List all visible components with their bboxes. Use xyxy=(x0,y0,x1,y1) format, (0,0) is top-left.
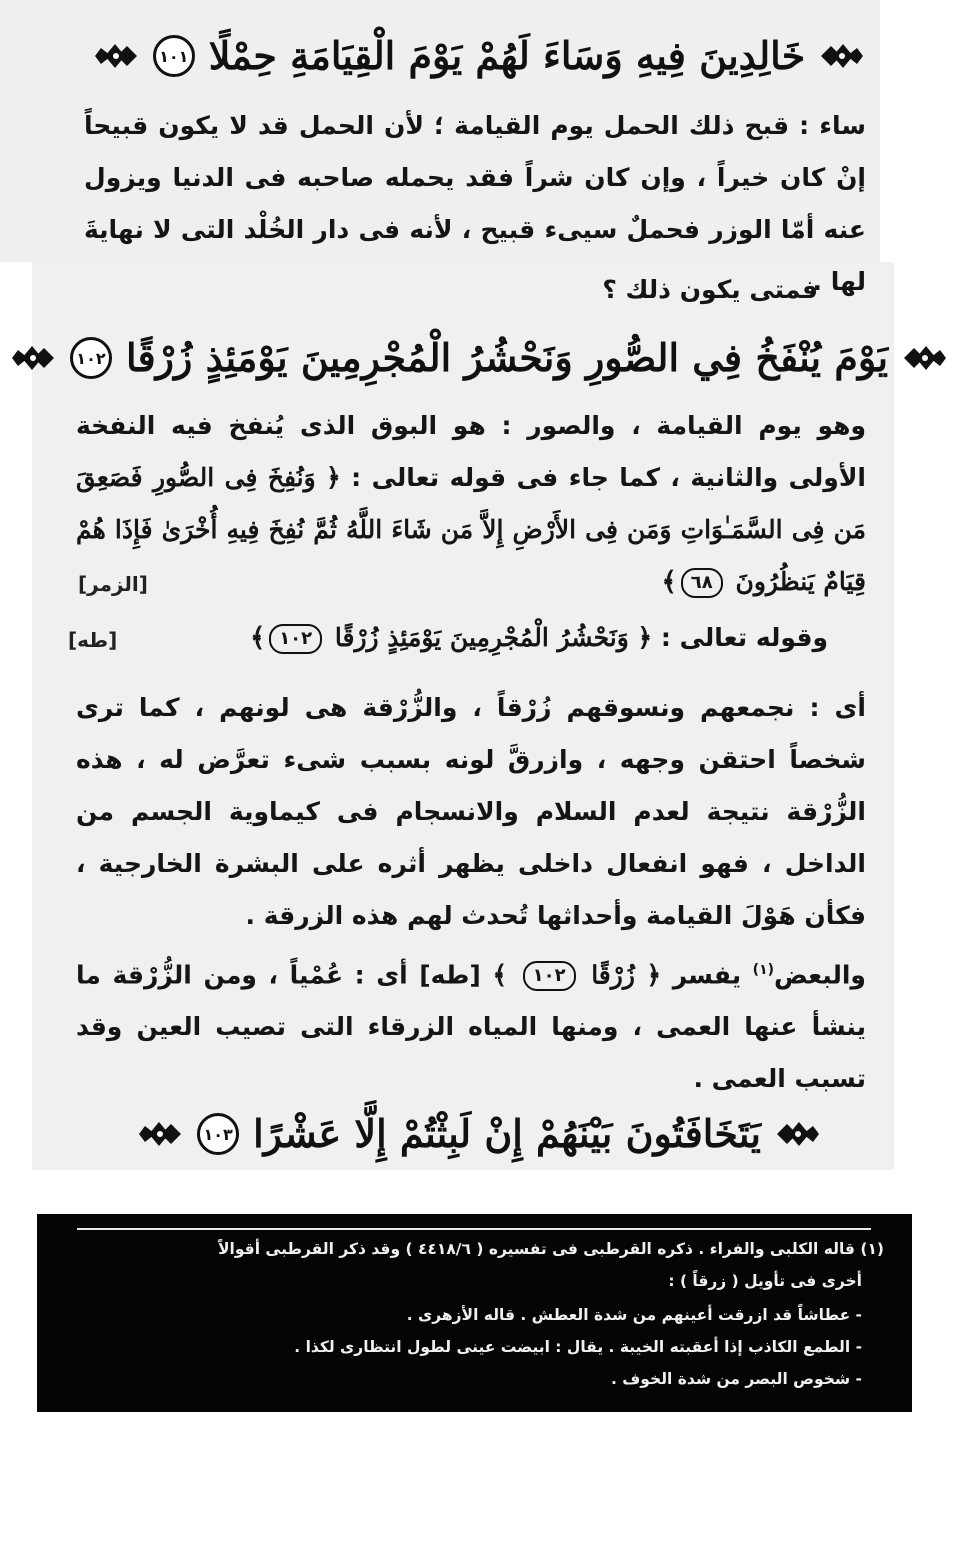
ornament-left-icon xyxy=(137,1114,183,1154)
quran-quote-zurqa: ﴿ زُرْقًا xyxy=(591,960,662,990)
source-surah-taha: [طه] xyxy=(68,628,118,652)
ayah-text: يَوْمَ يُنْفَخُ فِي الصُّورِ وَنَحْشُرُ الْمُجْرِمِينَ يَوْمَئِذٍ زُرْقًا xyxy=(125,335,889,380)
paragraph-sur-explanation xyxy=(76,400,866,608)
paragraph-taha-quote xyxy=(250,612,828,664)
quran-quote-taha: ﴿ وَنَحْشُرُ الْمُجْرِمِينَ يَوْمَئِذٍ زُرْقًا xyxy=(334,623,653,652)
paragraph-saa-explanation: ساء : قبح ذلك الحمل يوم القيامة ؛ لأن الحمل قد لا يكون قبيحاً إنْ كان خيراً ، وإن كان شراً فقد يحمله صاحبه فى الدنيا ويزول عنه أمّا الوزر فحملٌ سيىء قبيح ، لأنه فى دار الخُلْد التى لا نهايةَ لها . xyxy=(84,111,866,296)
ornament-right-icon xyxy=(902,338,948,378)
paragraph-text: والبعض xyxy=(774,960,866,990)
verse-number-pill: ١٠٢ xyxy=(523,961,576,991)
ayah-banner-103 xyxy=(0,1098,958,1170)
source-surah-zumar: [الزمر] xyxy=(78,572,148,596)
ayah-text: يَتَخَافَتُونَ بَيْنَهُمْ إِنْ لَبِثْتُمْ إِلَّا عَشْرًا xyxy=(253,1111,761,1156)
paragraph-question: فمتى يكون ذلك ؟ xyxy=(602,275,818,304)
ayah-number-badge: ١٠٢ xyxy=(70,337,112,379)
ayah-text: خَالِدِينَ فِيهِ وَسَاءَ لَهُمْ يَوْمَ الْقِيَامَةِ حِمْلًا xyxy=(208,33,806,78)
ornament-left-icon xyxy=(10,338,56,378)
quran-quote-zumar: ﴿ وَنُفِخَ فِى الصُّورِ فَصَعِقَ مَن فِى السَّمَـٰوَاتِ وَمَن فِى الأَرْضِ إِلاَّ مَن شَاءَ اللَّهُ ثُمَّ نُفِخَ فِيهِ أُخْرَىٰ فَإِذَا هُمْ قِيَامٌ يَنظُرُونَ xyxy=(76,463,866,596)
paragraph-text: وهو يوم القيامة ، والصور : هو البوق الذى يُنفخ فيه النفخة الأولى والثانية ، كما جاء فى قوله تعالى : xyxy=(76,411,867,492)
ayah-banner-101 xyxy=(0,20,958,92)
footnote-divider xyxy=(77,1228,871,1230)
footnote-line: - عطاشاً قد ازرقت أعينهم من شدة العطش . قاله الأزهرى . xyxy=(406,1306,862,1324)
paragraph-alternative-interpretation xyxy=(76,944,866,1105)
ayah-number-badge: ١٠٣ xyxy=(197,1113,239,1155)
ornament-right-icon xyxy=(819,36,865,76)
verse-number-pill: ٦٨ xyxy=(681,568,723,598)
paragraph-text: يفسر xyxy=(672,960,742,990)
footnote-line: - الطمع الكاذب إذا أعقبته الخيبة . يقال : ابيضت عينى لطول انتظارى لكذا . xyxy=(294,1338,862,1356)
ornament-right-icon xyxy=(775,1114,821,1154)
paragraph-zurqa-explanation: أى : نجمعهم ونسوقهم زُرْقاً ، والزُّرْقة هى لونهم ، كما ترى شخصاً احتقن وجهه ، وازرقَّ لونه بسبب شىء تعرَّض له ، هذه الزُّرْقة نتيجة لعدم السلام والانسجام فى كيماوية الجسم من الداخل ، فهو انفعال داخلى يظهر أثره على البشرة الخارجية ، فكأن هَوْلَ القيامة وأحداثها تُحدث لهم هذه الزرقة . xyxy=(76,693,866,930)
verse-number-pill: ١٠٢ xyxy=(269,624,322,654)
footnote-line: - شخوص البصر من شدة الخوف . xyxy=(611,1370,862,1388)
footnote-line: أخرى فى تأويل ( زرقاً ) : xyxy=(668,1272,862,1290)
paragraph-text: ﴾ [طه] أى : عُمْياً ، ومن الزُّرْقة ما ينشأ عنها العمى ، ومنها المياه الزرقاء التى تصيب العين وقد تسبب العمى . xyxy=(76,960,866,1094)
paragraph-text: وقوله تعالى : xyxy=(660,623,828,652)
footnote-line: (١) قاله الكلبى والفراء . ذكره القرطبى فى تفسيره ( ٤٤١٨/٦ ) وقد ذكر القرطبى أقوالاً xyxy=(217,1240,884,1258)
ornament-left-icon xyxy=(93,36,139,76)
ayah-banner-102 xyxy=(0,322,958,394)
footnote-box xyxy=(37,1214,912,1412)
quote-close-bracket: ﴾ xyxy=(249,623,266,653)
ayah-number-badge: ١٠١ xyxy=(153,35,195,77)
footnote-marker: (١) xyxy=(752,962,775,978)
quote-close-bracket: ﴾ xyxy=(661,567,677,597)
